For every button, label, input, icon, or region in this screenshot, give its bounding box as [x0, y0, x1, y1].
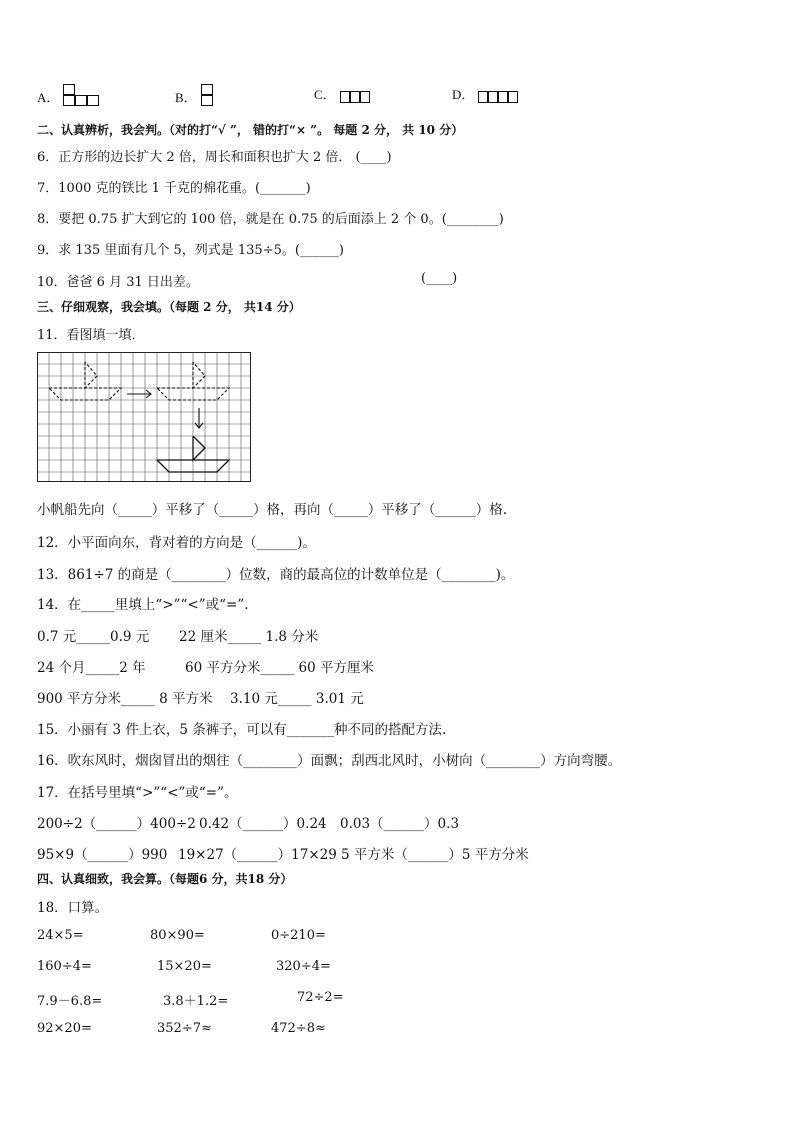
question-16: 16．吹东风时，烟囱冒出的烟往（________）面飘；刮西北风时，小树向（________）方向弯腰。 [37, 753, 622, 769]
q14-row-2-b: 60 平方分米_____ 60 平方厘米 [185, 660, 374, 676]
q14-row-1-b: 22 厘米_____ 1.8 分米 [179, 629, 319, 645]
calc-1-3: 0÷210= [271, 928, 326, 943]
option-d-shape [478, 91, 518, 103]
q14-row-3-b: 3.10 元_____ 3.01 元 [230, 691, 364, 707]
calc-1-2: 80×90= [150, 928, 205, 943]
option-a[interactable] [37, 84, 99, 106]
section2-header: 二、认真辨析，我会判。（对的打“√ ”， 错的打“× ”。 每题 2 分， 共 10 分） [37, 123, 464, 137]
question-10: 10．爸爸 6 月 31 日出差。 [37, 275, 199, 290]
option-c[interactable] [314, 84, 370, 103]
option-d-label: D． [452, 87, 475, 102]
q14-row-1-a: 0.7 元_____0.9 元 [37, 629, 150, 645]
question-17: 17．在括号里填“>”“<”或“=”。 [37, 785, 238, 801]
calc-4-2: 352÷7≈ [157, 1021, 212, 1036]
section3-header: 三、仔细观察，我会填。（每题 2 分， 共14 分） [37, 300, 301, 314]
question-15: 15．小丽有 3 件上衣，5 条裤子，可以有_______种不同的搭配方法. [37, 722, 447, 738]
calc-3-2: 3.8＋1.2= [163, 994, 229, 1009]
q17-row-2-a: 95×9（______）990 [37, 847, 168, 863]
question-13: 13．861÷7 的商是（________）位数，商的最高位的计数单位是（________)。 [37, 567, 515, 583]
calc-2-2: 15×20= [157, 959, 212, 974]
question-10-answer-blank[interactable]: (____) [421, 271, 458, 286]
question-9: 9．求 135 里面有几个 5，列式是 135÷5。(______) [37, 243, 345, 258]
q14-row-3-a: 900 平方分米_____ 8 平方米 [37, 691, 213, 707]
option-b[interactable] [175, 84, 213, 106]
q17-row-1-b: 0.42（______）0.24 [199, 816, 327, 832]
q14-row-2-a: 24 个月_____2 年 [37, 660, 146, 676]
calc-4-1: 92×20= [37, 1021, 92, 1036]
section4-header: 四、认真细致，我会算。（每题6 分，共18 分） [37, 872, 293, 886]
calc-4-3: 472÷8≈ [271, 1021, 326, 1036]
translate-down-arrow [195, 408, 203, 428]
q17-row-1-c: 0.03（______）0.3 [340, 816, 460, 832]
grid-svg [37, 352, 251, 482]
question-18: 18．口算。 [37, 900, 109, 916]
question-14: 14．在_____里填上“>”“<”或“=”. [37, 597, 249, 613]
option-a-label: A． [37, 90, 60, 105]
translate-right-arrow [127, 390, 151, 398]
calc-2-3: 320÷4= [276, 959, 331, 974]
sailboat-grid-figure [37, 352, 251, 482]
calc-1-1: 24×5= [37, 928, 84, 943]
question-11-answer: 小帆船先向（_____）平移了（_____）格，再向（_____）平移了（______）格. [37, 502, 508, 518]
q17-row-2-c: 5 平方米（______）5 平方分米 [341, 847, 529, 863]
question-11: 11．看图填一填． [37, 328, 145, 343]
calc-3-3: 72÷2= [297, 990, 344, 1005]
option-c-shape [340, 91, 370, 103]
calc-3-1: 7.9－6.8= [37, 994, 103, 1009]
question-12: 12．小平面向东，背对着的方向是（______)。 [37, 535, 316, 551]
question-7: 7．1000 克的铁比 1 千克的棉花重。(_______) [37, 181, 311, 196]
option-d[interactable] [452, 84, 518, 103]
question-6: 6．正方形的边长扩大 2 倍，周长和面积也扩大 2 倍． (____) [37, 150, 392, 165]
option-a-shape [63, 84, 99, 106]
q17-row-1-a: 200÷2（______）400÷2 [37, 816, 196, 832]
option-c-label: C． [314, 87, 336, 102]
question-8: 8．要把 0.75 扩大到它的 100 倍，就是在 0.75 的后面添上 2 个 0。(________) [37, 212, 504, 227]
q17-row-2-b: 19×27（______）17×29 [178, 847, 337, 863]
calc-2-1: 160÷4= [37, 959, 92, 974]
option-b-label: B． [175, 90, 197, 105]
option-b-shape [201, 84, 213, 106]
